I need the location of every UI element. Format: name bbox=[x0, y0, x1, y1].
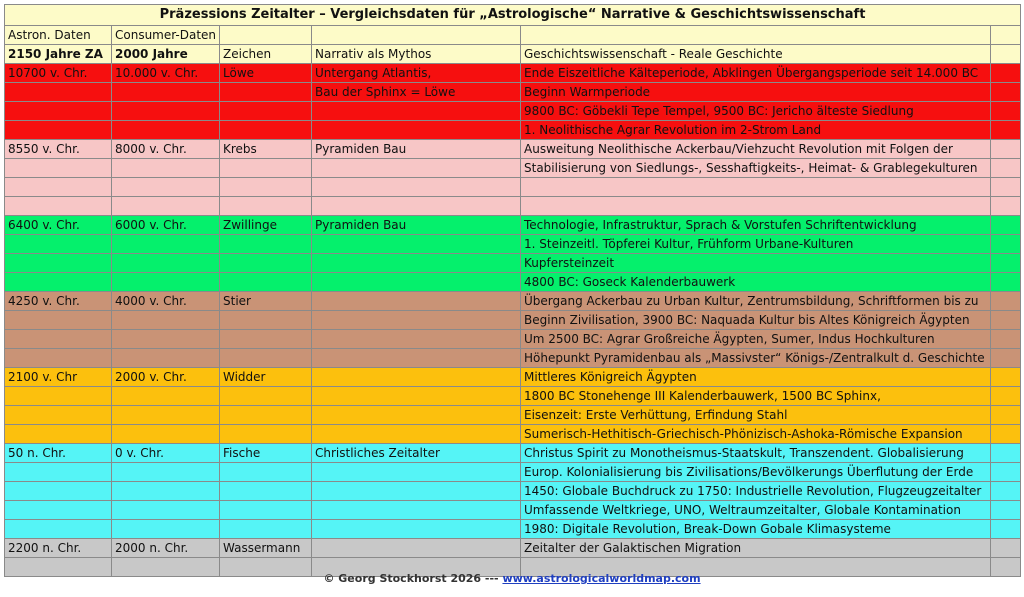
table-row bbox=[5, 102, 1021, 121]
empty-cell bbox=[991, 102, 1021, 121]
header-consumer-period: 2000 Jahre bbox=[112, 45, 220, 64]
history-cell: 1800 BC Stonehenge III Kalenderbauwerk, 1500 BC Sphinx, bbox=[521, 387, 991, 406]
header-row-1 bbox=[5, 26, 1021, 45]
empty-cell bbox=[220, 102, 312, 121]
empty-cell bbox=[991, 197, 1021, 216]
header-consumer: Consumer-Daten bbox=[112, 26, 220, 45]
myth-cell bbox=[312, 121, 521, 140]
sign-cell: Wassermann bbox=[220, 539, 312, 558]
myth-cell bbox=[312, 273, 521, 292]
empty-cell bbox=[991, 330, 1021, 349]
consumer-cell: 4000 v. Chr. bbox=[112, 292, 220, 311]
table-row bbox=[5, 406, 1021, 425]
table-row bbox=[5, 501, 1021, 520]
empty-cell bbox=[5, 406, 112, 425]
header-astron-period: 2150 Jahre ZA bbox=[5, 45, 112, 64]
empty-cell bbox=[991, 368, 1021, 387]
empty-cell bbox=[5, 102, 112, 121]
myth-cell bbox=[312, 330, 521, 349]
consumer-cell: 2000 n. Chr. bbox=[112, 539, 220, 558]
empty-cell bbox=[5, 482, 112, 501]
astron-cell: 6400 v. Chr. bbox=[5, 216, 112, 235]
myth-cell: Bau der Sphinx = Löwe bbox=[312, 83, 521, 102]
history-cell: 1. Steinzeitl. Töpferei Kultur, Frühform Urbane-Kulturen bbox=[521, 235, 991, 254]
table-row bbox=[5, 254, 1021, 273]
table-row bbox=[5, 273, 1021, 292]
empty-cell bbox=[5, 501, 112, 520]
history-cell: 9800 BC: Göbekli Tepe Tempel, 9500 BC: Jericho älteste Siedlung bbox=[521, 102, 991, 121]
history-cell: Ausweitung Neolithische Ackerbau/Viehzucht Revolution mit Folgen der bbox=[521, 140, 991, 159]
history-cell: Um 2500 BC: Agrar Großreiche Ägypten, Sumer, Indus Hochkulturen bbox=[521, 330, 991, 349]
consumer-cell: 10.000 v. Chr. bbox=[112, 64, 220, 83]
astron-cell: 10700 v. Chr. bbox=[5, 64, 112, 83]
empty-cell bbox=[112, 330, 220, 349]
table-row bbox=[5, 140, 1021, 159]
empty-cell bbox=[220, 159, 312, 178]
empty-cell bbox=[991, 539, 1021, 558]
table-row bbox=[5, 444, 1021, 463]
myth-cell bbox=[312, 292, 521, 311]
myth-cell bbox=[312, 254, 521, 273]
empty-cell bbox=[220, 425, 312, 444]
empty-cell bbox=[112, 254, 220, 273]
title-row bbox=[5, 5, 1021, 26]
empty-cell bbox=[220, 178, 312, 197]
empty-cell bbox=[5, 197, 112, 216]
empty-cell bbox=[5, 425, 112, 444]
empty-cell bbox=[220, 349, 312, 368]
empty-cell bbox=[112, 235, 220, 254]
history-cell: Technologie, Infrastruktur, Sprach & Vorstufen Schriftentwicklung bbox=[521, 216, 991, 235]
empty-cell bbox=[220, 254, 312, 273]
myth-cell: Christliches Zeitalter bbox=[312, 444, 521, 463]
empty-cell bbox=[5, 520, 112, 539]
header-row-2 bbox=[5, 45, 1021, 64]
empty-cell bbox=[220, 311, 312, 330]
myth-cell bbox=[312, 463, 521, 482]
empty-cell bbox=[112, 463, 220, 482]
myth-cell bbox=[312, 311, 521, 330]
empty-cell bbox=[991, 349, 1021, 368]
history-cell: 4800 BC: Goseck Kalenderbauwerk bbox=[521, 273, 991, 292]
empty-cell bbox=[991, 406, 1021, 425]
empty-cell bbox=[991, 444, 1021, 463]
empty-cell bbox=[991, 501, 1021, 520]
empty-cell bbox=[112, 406, 220, 425]
sign-cell: Fische bbox=[220, 444, 312, 463]
empty-cell bbox=[220, 330, 312, 349]
empty-cell bbox=[991, 254, 1021, 273]
astron-cell: 2200 n. Chr. bbox=[5, 539, 112, 558]
table-row bbox=[5, 235, 1021, 254]
empty-cell bbox=[991, 64, 1021, 83]
empty-cell bbox=[112, 121, 220, 140]
empty-cell bbox=[5, 311, 112, 330]
empty-cell bbox=[112, 501, 220, 520]
empty-cell bbox=[220, 463, 312, 482]
empty-cell bbox=[112, 387, 220, 406]
empty-cell bbox=[112, 520, 220, 539]
astron-cell: 50 n. Chr. bbox=[5, 444, 112, 463]
empty-cell bbox=[112, 482, 220, 501]
header-astron: Astron. Daten bbox=[5, 26, 112, 45]
table-row bbox=[5, 520, 1021, 539]
myth-cell bbox=[312, 235, 521, 254]
table-row bbox=[5, 83, 1021, 102]
footer-link[interactable]: www.astrologicalworldmap.com bbox=[502, 572, 701, 585]
empty-cell bbox=[5, 254, 112, 273]
table-row bbox=[5, 178, 1021, 197]
empty-cell bbox=[991, 425, 1021, 444]
empty-cell bbox=[991, 520, 1021, 539]
table-row bbox=[5, 349, 1021, 368]
empty-cell bbox=[5, 235, 112, 254]
sign-cell: Zwillinge bbox=[220, 216, 312, 235]
empty-cell bbox=[991, 482, 1021, 501]
empty-cell bbox=[220, 406, 312, 425]
sign-cell: Stier bbox=[220, 292, 312, 311]
myth-cell bbox=[312, 425, 521, 444]
myth-cell bbox=[312, 197, 521, 216]
sign-cell: Krebs bbox=[220, 140, 312, 159]
empty-cell bbox=[991, 387, 1021, 406]
empty-cell bbox=[220, 235, 312, 254]
empty-cell bbox=[991, 235, 1021, 254]
history-cell: Stabilisierung von Siedlungs-, Sesshaftigkeits-, Heimat- & Grablegekulturen bbox=[521, 159, 991, 178]
page-title: Präzessions Zeitalter – Vergleichsdaten für „Astrologische“ Narrative & Geschichtswissenschaft bbox=[5, 5, 1021, 26]
history-cell: Umfassende Weltkriege, UNO, Weltraumzeitalter, Globale Kontamination bbox=[521, 501, 991, 520]
consumer-cell: 0 v. Chr. bbox=[112, 444, 220, 463]
empty-cell bbox=[112, 349, 220, 368]
myth-cell bbox=[312, 159, 521, 178]
myth-cell bbox=[312, 482, 521, 501]
footer bbox=[0, 572, 1024, 585]
empty-cell bbox=[112, 197, 220, 216]
table-row bbox=[5, 368, 1021, 387]
empty-cell bbox=[5, 463, 112, 482]
empty-cell bbox=[991, 159, 1021, 178]
header-history: Geschichtswissenschaft - Reale Geschichte bbox=[521, 45, 991, 64]
empty-cell bbox=[112, 273, 220, 292]
empty-cell bbox=[112, 159, 220, 178]
empty-cell bbox=[220, 482, 312, 501]
empty-cell bbox=[112, 425, 220, 444]
myth-cell bbox=[312, 539, 521, 558]
history-cell bbox=[521, 178, 991, 197]
empty-cell bbox=[220, 121, 312, 140]
myth-cell bbox=[312, 387, 521, 406]
history-cell: Mittleres Königreich Ägypten bbox=[521, 368, 991, 387]
empty-cell bbox=[5, 273, 112, 292]
empty-cell bbox=[5, 330, 112, 349]
empty-cell bbox=[991, 140, 1021, 159]
empty-cell bbox=[220, 273, 312, 292]
consumer-cell: 8000 v. Chr. bbox=[112, 140, 220, 159]
table-row bbox=[5, 216, 1021, 235]
empty-cell bbox=[5, 349, 112, 368]
history-cell: Kupfersteinzeit bbox=[521, 254, 991, 273]
history-cell: Ende Eiszeitliche Kälteperiode, Abklingen Übergangsperiode seit 14.000 BC bbox=[521, 64, 991, 83]
history-cell: Zeitalter der Galaktischen Migration bbox=[521, 539, 991, 558]
myth-cell bbox=[312, 349, 521, 368]
empty-cell bbox=[220, 83, 312, 102]
empty-cell bbox=[5, 387, 112, 406]
empty-cell bbox=[991, 292, 1021, 311]
empty-cell bbox=[112, 83, 220, 102]
myth-cell: Untergang Atlantis, bbox=[312, 64, 521, 83]
empty-cell bbox=[991, 463, 1021, 482]
history-cell: Höhepunkt Pyramidenbau als „Massivster“ Königs-/Zentralkult d. Geschichte bbox=[521, 349, 991, 368]
empty-cell bbox=[991, 121, 1021, 140]
history-cell: 1980: Digitale Revolution, Break-Down Gobale Klimasysteme bbox=[521, 520, 991, 539]
table-row bbox=[5, 197, 1021, 216]
table-row bbox=[5, 330, 1021, 349]
table-row bbox=[5, 482, 1021, 501]
empty-cell bbox=[5, 159, 112, 178]
empty-cell bbox=[112, 102, 220, 121]
myth-cell bbox=[312, 178, 521, 197]
history-cell: Beginn Zivilisation, 3900 BC: Naquada Kultur bis Altes Königreich Ägypten bbox=[521, 311, 991, 330]
empty-cell bbox=[220, 501, 312, 520]
header-myth: Narrativ als Mythos bbox=[312, 45, 521, 64]
table-row bbox=[5, 64, 1021, 83]
empty-cell bbox=[5, 178, 112, 197]
empty-cell bbox=[991, 83, 1021, 102]
myth-cell bbox=[312, 368, 521, 387]
astron-cell: 8550 v. Chr. bbox=[5, 140, 112, 159]
empty-cell bbox=[220, 520, 312, 539]
myth-cell: Pyramiden Bau bbox=[312, 216, 521, 235]
astron-cell: 2100 v. Chr bbox=[5, 368, 112, 387]
table-row bbox=[5, 159, 1021, 178]
empty-cell bbox=[991, 311, 1021, 330]
table-row bbox=[5, 463, 1021, 482]
history-cell: Eisenzeit: Erste Verhüttung, Erfindung Stahl bbox=[521, 406, 991, 425]
history-cell bbox=[521, 197, 991, 216]
empty-cell bbox=[991, 273, 1021, 292]
myth-cell bbox=[312, 406, 521, 425]
sign-cell: Löwe bbox=[220, 64, 312, 83]
empty-cell bbox=[220, 197, 312, 216]
empty-cell bbox=[991, 178, 1021, 197]
myth-cell bbox=[312, 102, 521, 121]
myth-cell bbox=[312, 501, 521, 520]
table-row bbox=[5, 311, 1021, 330]
history-cell: Beginn Warmperiode bbox=[521, 83, 991, 102]
table-row bbox=[5, 425, 1021, 444]
empty-cell bbox=[5, 83, 112, 102]
empty-cell bbox=[112, 311, 220, 330]
header-sign: Zeichen bbox=[220, 45, 312, 64]
history-cell: 1. Neolithische Agrar Revolution im 2-Strom Land bbox=[521, 121, 991, 140]
empty-cell bbox=[991, 216, 1021, 235]
empty-cell bbox=[112, 178, 220, 197]
consumer-cell: 6000 v. Chr. bbox=[112, 216, 220, 235]
astron-cell: 4250 v. Chr. bbox=[5, 292, 112, 311]
history-cell: Übergang Ackerbau zu Urban Kultur, Zentrumsbildung, Schriftformen bis zu bbox=[521, 292, 991, 311]
history-cell: Christus Spirit zu Monotheismus-Staatskult, Transzendent. Globalisierung bbox=[521, 444, 991, 463]
table-row bbox=[5, 121, 1021, 140]
history-cell: 1450: Globale Buchdruck zu 1750: Industrielle Revolution, Flugzeugzeitalter bbox=[521, 482, 991, 501]
sign-cell: Widder bbox=[220, 368, 312, 387]
table-row bbox=[5, 539, 1021, 558]
consumer-cell: 2000 v. Chr. bbox=[112, 368, 220, 387]
empty-cell bbox=[5, 121, 112, 140]
myth-cell: Pyramiden Bau bbox=[312, 140, 521, 159]
history-cell: Sumerisch-Hethitisch-Griechisch-Phönizisch-Ashoka-Römische Expansion bbox=[521, 425, 991, 444]
history-cell: Europ. Kolonialisierung bis Zivilisations/Bevölkerungs Überflutung der Erde bbox=[521, 463, 991, 482]
footer-credit: © Georg Stockhorst 2026 --- bbox=[323, 572, 503, 585]
table-row bbox=[5, 292, 1021, 311]
empty-cell bbox=[220, 387, 312, 406]
myth-cell bbox=[312, 520, 521, 539]
comparison-table bbox=[4, 4, 1021, 577]
table-row bbox=[5, 387, 1021, 406]
